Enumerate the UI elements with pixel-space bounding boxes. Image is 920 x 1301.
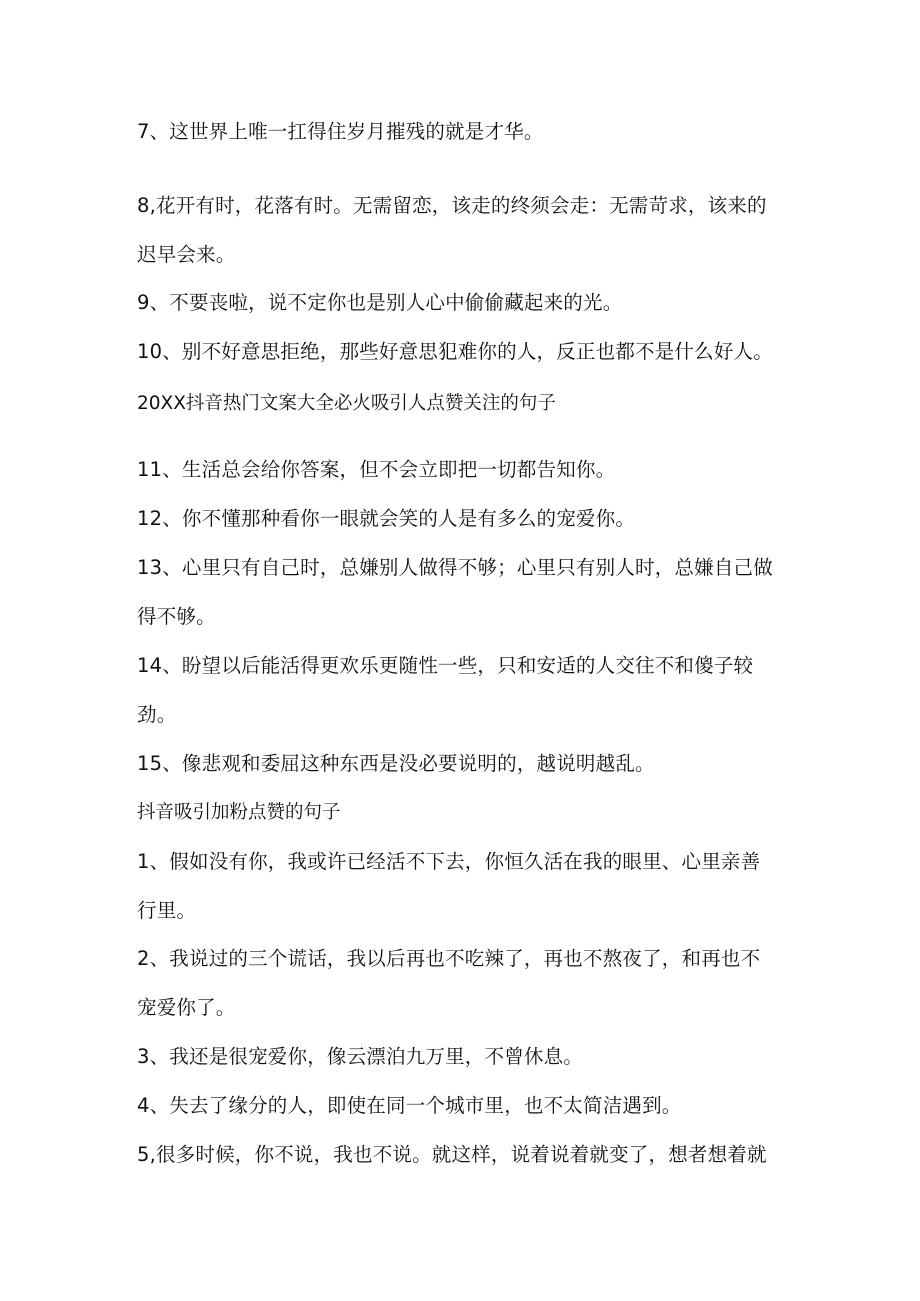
paragraph-line: 7、这世界上唯一扛得住岁月摧残的就是才华。 xyxy=(137,120,544,143)
paragraph-line: 10、别不好意思拒绝，那些好意思犯难你的人，反正也都不是什么好人。 xyxy=(137,340,773,363)
paragraph-line: 4、失去了缘分的人，即使在同一个城市里，也不太简洁遇到。 xyxy=(137,1094,682,1117)
section-heading: 20XX抖音热门文案大全必火吸引人点赞关注的句子 xyxy=(137,393,556,414)
paragraph-line: 迟早会来。 xyxy=(137,243,236,266)
paragraph-line: 9、不要丧啦，说不定你也是别人心中偷偷藏起来的光。 xyxy=(137,291,623,314)
paragraph-line: 8,花开有时，花落有时。无需留恋，该走的终须会走：无需苛求，该来的 xyxy=(137,194,767,217)
paragraph-line: 1、假如没有你，我或许已经活不下去，你恒久活在我的眼里、心里亲善 xyxy=(137,850,761,873)
paragraph-line: 2、我说过的三个谎话，我以后再也不吃辣了，再也不熬夜了，和再也不 xyxy=(137,947,761,970)
paragraph-line: 12、你不懂那种看你一眼就会笑的人是有多么的宠爱你。 xyxy=(137,507,636,530)
paragraph-line: 5,很多时候，你不说，我也不说。就这样，说着说着就变了，想者想着就 xyxy=(137,1143,767,1166)
paragraph-line: 3、我还是很宠爱你，像云漂泊九万里，不曾休息。 xyxy=(137,1045,584,1068)
paragraph-line: 13、心里只有自己时，总嫌别人做得不够；心里只有别人时，总嫌自己做 xyxy=(137,556,773,579)
section-heading: 抖音吸引加粉点赞的句子 xyxy=(137,802,341,823)
paragraph-line: 劲。 xyxy=(137,703,177,726)
paragraph-line: 11、生活总会给你答案，但不会立即把一切都告知你。 xyxy=(137,458,616,481)
paragraph-line: 行里。 xyxy=(137,899,197,922)
paragraph-line: 得不够。 xyxy=(137,605,216,628)
paragraph-line: 14、盼望以后能活得更欢乐更随性一些，只和安适的人交往不和傻子较 xyxy=(137,654,754,677)
paragraph-line: 15、像悲观和委屈这种东西是没必要说明的，越说明越乱。 xyxy=(137,752,655,775)
paragraph-line: 宠爱你了。 xyxy=(137,996,236,1019)
